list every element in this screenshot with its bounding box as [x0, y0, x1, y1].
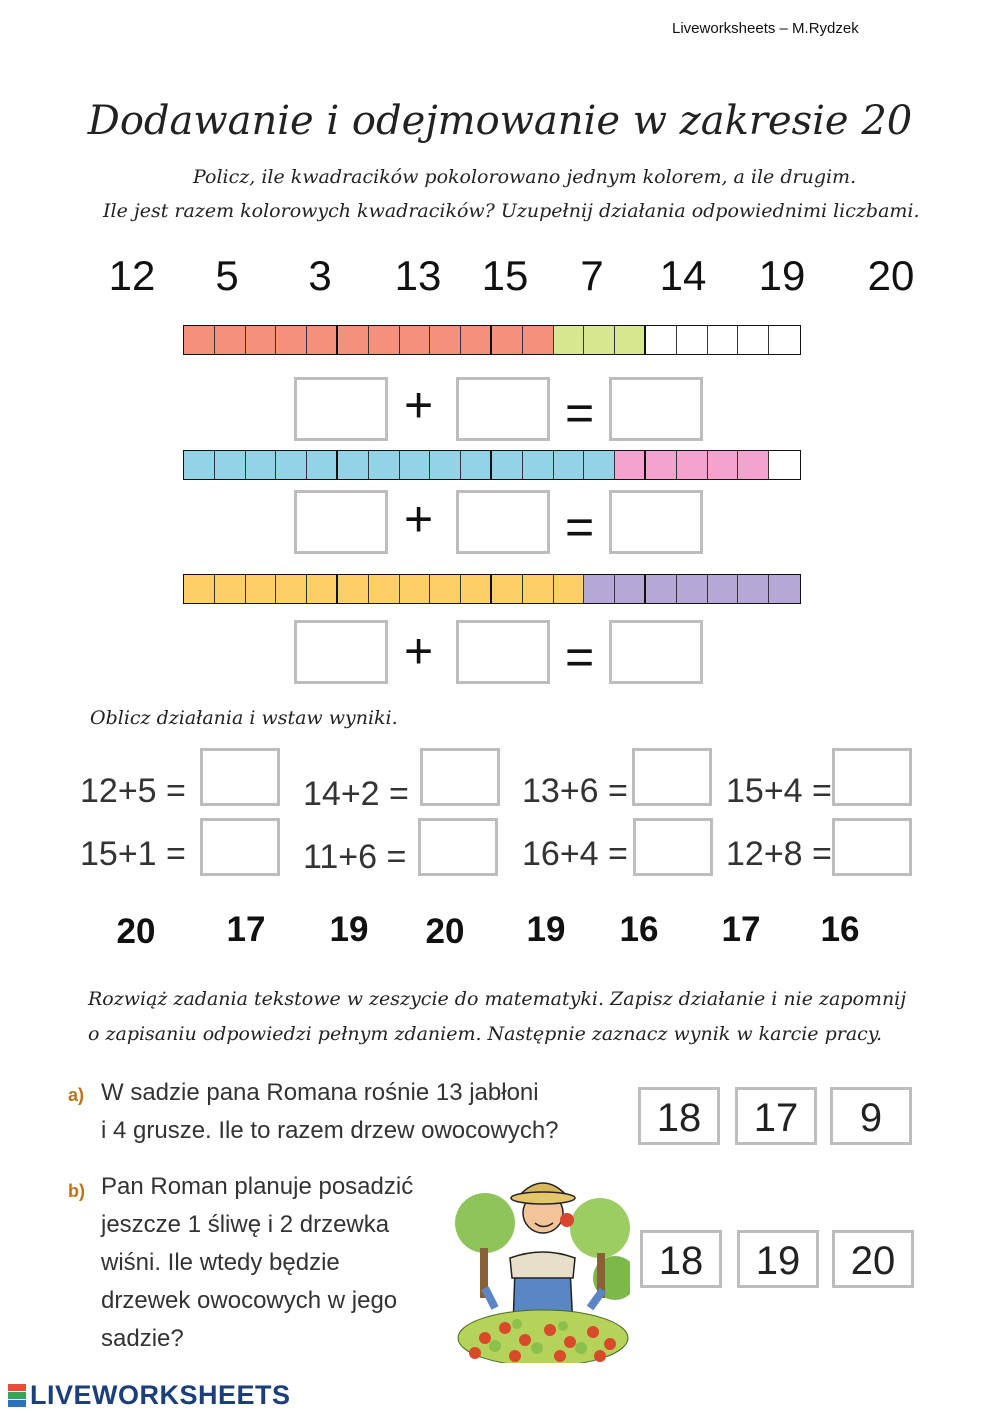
strip-cell — [523, 575, 554, 603]
task-b-choice[interactable]: 19 — [737, 1230, 819, 1288]
answer-tile[interactable]: 20 — [425, 912, 465, 951]
task-a-choice[interactable]: 17 — [735, 1087, 817, 1145]
strip-cell — [400, 575, 431, 603]
strip-cell — [492, 326, 523, 354]
color-strip — [183, 450, 801, 480]
calc-expression: 12+8 = — [726, 835, 832, 873]
strip-cell — [338, 326, 369, 354]
strip-cell — [738, 326, 769, 354]
strip-cell — [400, 326, 431, 354]
strip-cell — [461, 326, 492, 354]
strip-cell — [184, 326, 215, 354]
page-title: Dodawanie i odejmowanie w zakresie 20 — [87, 98, 913, 144]
liveworksheets-logo[interactable] — [8, 1380, 291, 1411]
strip-cell — [677, 451, 708, 479]
task-b-text — [101, 1168, 413, 1358]
strip-cell — [738, 575, 769, 603]
strip-cell — [338, 451, 369, 479]
addend-box[interactable] — [456, 377, 550, 441]
bank-number[interactable]: 13 — [394, 252, 442, 299]
bank-number[interactable]: 15 — [481, 252, 529, 299]
answer-tile[interactable]: 19 — [526, 910, 566, 949]
addend-box[interactable] — [294, 490, 388, 554]
strip-cell — [400, 451, 431, 479]
strip-cell — [769, 451, 800, 479]
calc-answer-box[interactable] — [633, 818, 713, 876]
bank-number[interactable]: 20 — [867, 252, 915, 299]
bank-number[interactable]: 5 — [215, 252, 239, 299]
strip-cell — [615, 575, 646, 603]
credit-text: Liveworksheets – M.Rydzek — [672, 20, 859, 37]
answer-tile[interactable]: 16 — [820, 910, 860, 949]
equals-sign: = — [565, 629, 595, 685]
bank-number[interactable]: 14 — [659, 252, 707, 299]
strip-cell — [738, 451, 769, 479]
calc-expression: 15+4 = — [726, 772, 832, 810]
calc-expression: 15+1 = — [80, 835, 186, 873]
strip-cell — [461, 575, 492, 603]
strip-cell — [307, 575, 338, 603]
strip-cell — [554, 575, 585, 603]
addend-box[interactable] — [294, 377, 388, 441]
strip-cell — [584, 326, 615, 354]
strip-cell — [276, 575, 307, 603]
instruction-line-2: Ile jest razem kolorowych kwadracików? Uzupełnij działania odpowiednimi liczbami. — [103, 200, 920, 222]
answer-tile[interactable]: 20 — [116, 912, 156, 951]
bank-number[interactable]: 3 — [308, 252, 332, 299]
plus-sign: + — [404, 377, 434, 433]
bank-number[interactable]: 12 — [108, 252, 156, 299]
sum-box[interactable] — [609, 620, 703, 684]
task-b-line: wiśni. Ile wtedy będzie — [101, 1249, 340, 1276]
farmer-illustration — [455, 1168, 630, 1363]
word-problems-instruction-2: o zapisaniu odpowiedzi pełnym zdaniem. Następnie zaznacz wynik w karcie pracy. — [88, 1023, 883, 1045]
strip-cell — [769, 575, 800, 603]
strip-cell — [430, 575, 461, 603]
strip-cell — [430, 451, 461, 479]
task-a-line: W sadzie pana Romana rośnie 13 jabłoni — [101, 1079, 539, 1106]
strip-cell — [584, 575, 615, 603]
task-b-choice[interactable]: 20 — [832, 1230, 914, 1288]
strip-cell — [615, 326, 646, 354]
strip-cell — [677, 326, 708, 354]
calc-answer-box[interactable] — [832, 818, 912, 876]
task-b-line: jeszcze 1 śliwę i 2 drzewka — [101, 1211, 390, 1238]
strip-cell — [369, 575, 400, 603]
sum-box[interactable] — [609, 377, 703, 441]
strip-cell — [430, 326, 461, 354]
strip-cell — [369, 326, 400, 354]
strip-cell — [307, 451, 338, 479]
strip-cell — [215, 326, 246, 354]
answer-tile[interactable]: 16 — [619, 910, 659, 949]
task-b-letter: b) — [68, 1181, 85, 1201]
addend-box[interactable] — [456, 490, 550, 554]
bank-number[interactable]: 7 — [580, 252, 604, 299]
strip-cell — [646, 575, 677, 603]
calc-expression: 11+6 = — [303, 838, 407, 876]
strip-cell — [646, 451, 677, 479]
calc-answer-box[interactable] — [418, 818, 498, 876]
calc-expression: 16+4 = — [522, 835, 628, 873]
logo-icon — [8, 1384, 26, 1407]
shirt — [510, 1252, 575, 1278]
plus-sign: + — [404, 491, 434, 547]
answer-tile[interactable]: 17 — [721, 910, 761, 949]
instruction-line-1: Policz, ile kwadracików pokolorowano jednym kolorem, a ile drugim. — [193, 166, 857, 188]
addend-box[interactable] — [294, 620, 388, 684]
calc-answer-box[interactable] — [420, 748, 500, 806]
strip-cell — [492, 451, 523, 479]
calc-answer-box[interactable] — [200, 748, 280, 806]
strip-cell — [677, 575, 708, 603]
equals-sign: = — [565, 499, 595, 555]
task-a-choice[interactable]: 18 — [638, 1087, 720, 1145]
calc-answer-box[interactable] — [632, 748, 712, 806]
strip-cell — [554, 451, 585, 479]
strip-cell — [276, 326, 307, 354]
equals-sign: = — [565, 385, 595, 441]
strip-cell — [215, 575, 246, 603]
strip-cell — [708, 451, 739, 479]
task-a-line: i 4 grusze. Ile to razem drzew owocowych? — [101, 1117, 559, 1144]
strip-cell — [369, 451, 400, 479]
tree-foliage — [455, 1193, 515, 1253]
strip-cell — [492, 575, 523, 603]
strip-cell — [338, 575, 369, 603]
addend-box[interactable] — [456, 620, 550, 684]
calc-expression: 13+6 = — [522, 772, 628, 810]
task-a-letter: a) — [68, 1085, 85, 1105]
strip-cell — [584, 451, 615, 479]
strip-cell — [184, 451, 215, 479]
answer-tile[interactable]: 17 — [226, 910, 266, 949]
calc-instruction: Oblicz działania i wstaw wyniki. — [90, 707, 398, 729]
strip-cell — [708, 326, 739, 354]
strip-cell — [246, 575, 277, 603]
strip-cell — [708, 575, 739, 603]
strip-cell — [615, 451, 646, 479]
strip-cell — [246, 451, 277, 479]
strip-cell — [523, 451, 554, 479]
strip-cell — [769, 326, 800, 354]
task-b-line: sadzie? — [101, 1325, 184, 1352]
color-strip — [183, 325, 801, 355]
strip-cell — [215, 451, 246, 479]
strip-cell — [184, 575, 215, 603]
task-a-choice[interactable]: 9 — [830, 1087, 912, 1145]
color-strip — [183, 574, 801, 604]
logo-text: LIVEWORKSHEETS — [30, 1380, 291, 1410]
strip-cell — [246, 326, 277, 354]
sum-box[interactable] — [609, 490, 703, 554]
answer-tile[interactable]: 19 — [329, 910, 369, 949]
strip-cell — [523, 326, 554, 354]
task-b-line: drzewek owocowych w jego — [101, 1287, 398, 1314]
strip-cell — [307, 326, 338, 354]
strip-cell — [276, 451, 307, 479]
tree-foliage — [570, 1198, 630, 1258]
calc-answer-box[interactable] — [200, 818, 280, 876]
calc-expression: 12+5 = — [80, 772, 186, 810]
plus-sign: + — [404, 623, 434, 679]
word-problems-instruction-1: Rozwiąż zadania tekstowe w zeszycie do matematyki. Zapisz działanie i nie zapomnij — [88, 988, 907, 1010]
calc-answer-box[interactable] — [832, 748, 912, 806]
bank-number[interactable]: 19 — [758, 252, 806, 299]
task-b-choice[interactable]: 18 — [640, 1230, 722, 1288]
task-b-line: Pan Roman planuje posadzić — [101, 1173, 414, 1200]
task-a-text — [101, 1074, 559, 1150]
hat-brim — [511, 1192, 575, 1204]
strip-cell — [461, 451, 492, 479]
calc-expression: 14+2 = — [303, 775, 409, 813]
strip-cell — [646, 326, 677, 354]
apple — [560, 1213, 574, 1227]
strip-cell — [554, 326, 585, 354]
